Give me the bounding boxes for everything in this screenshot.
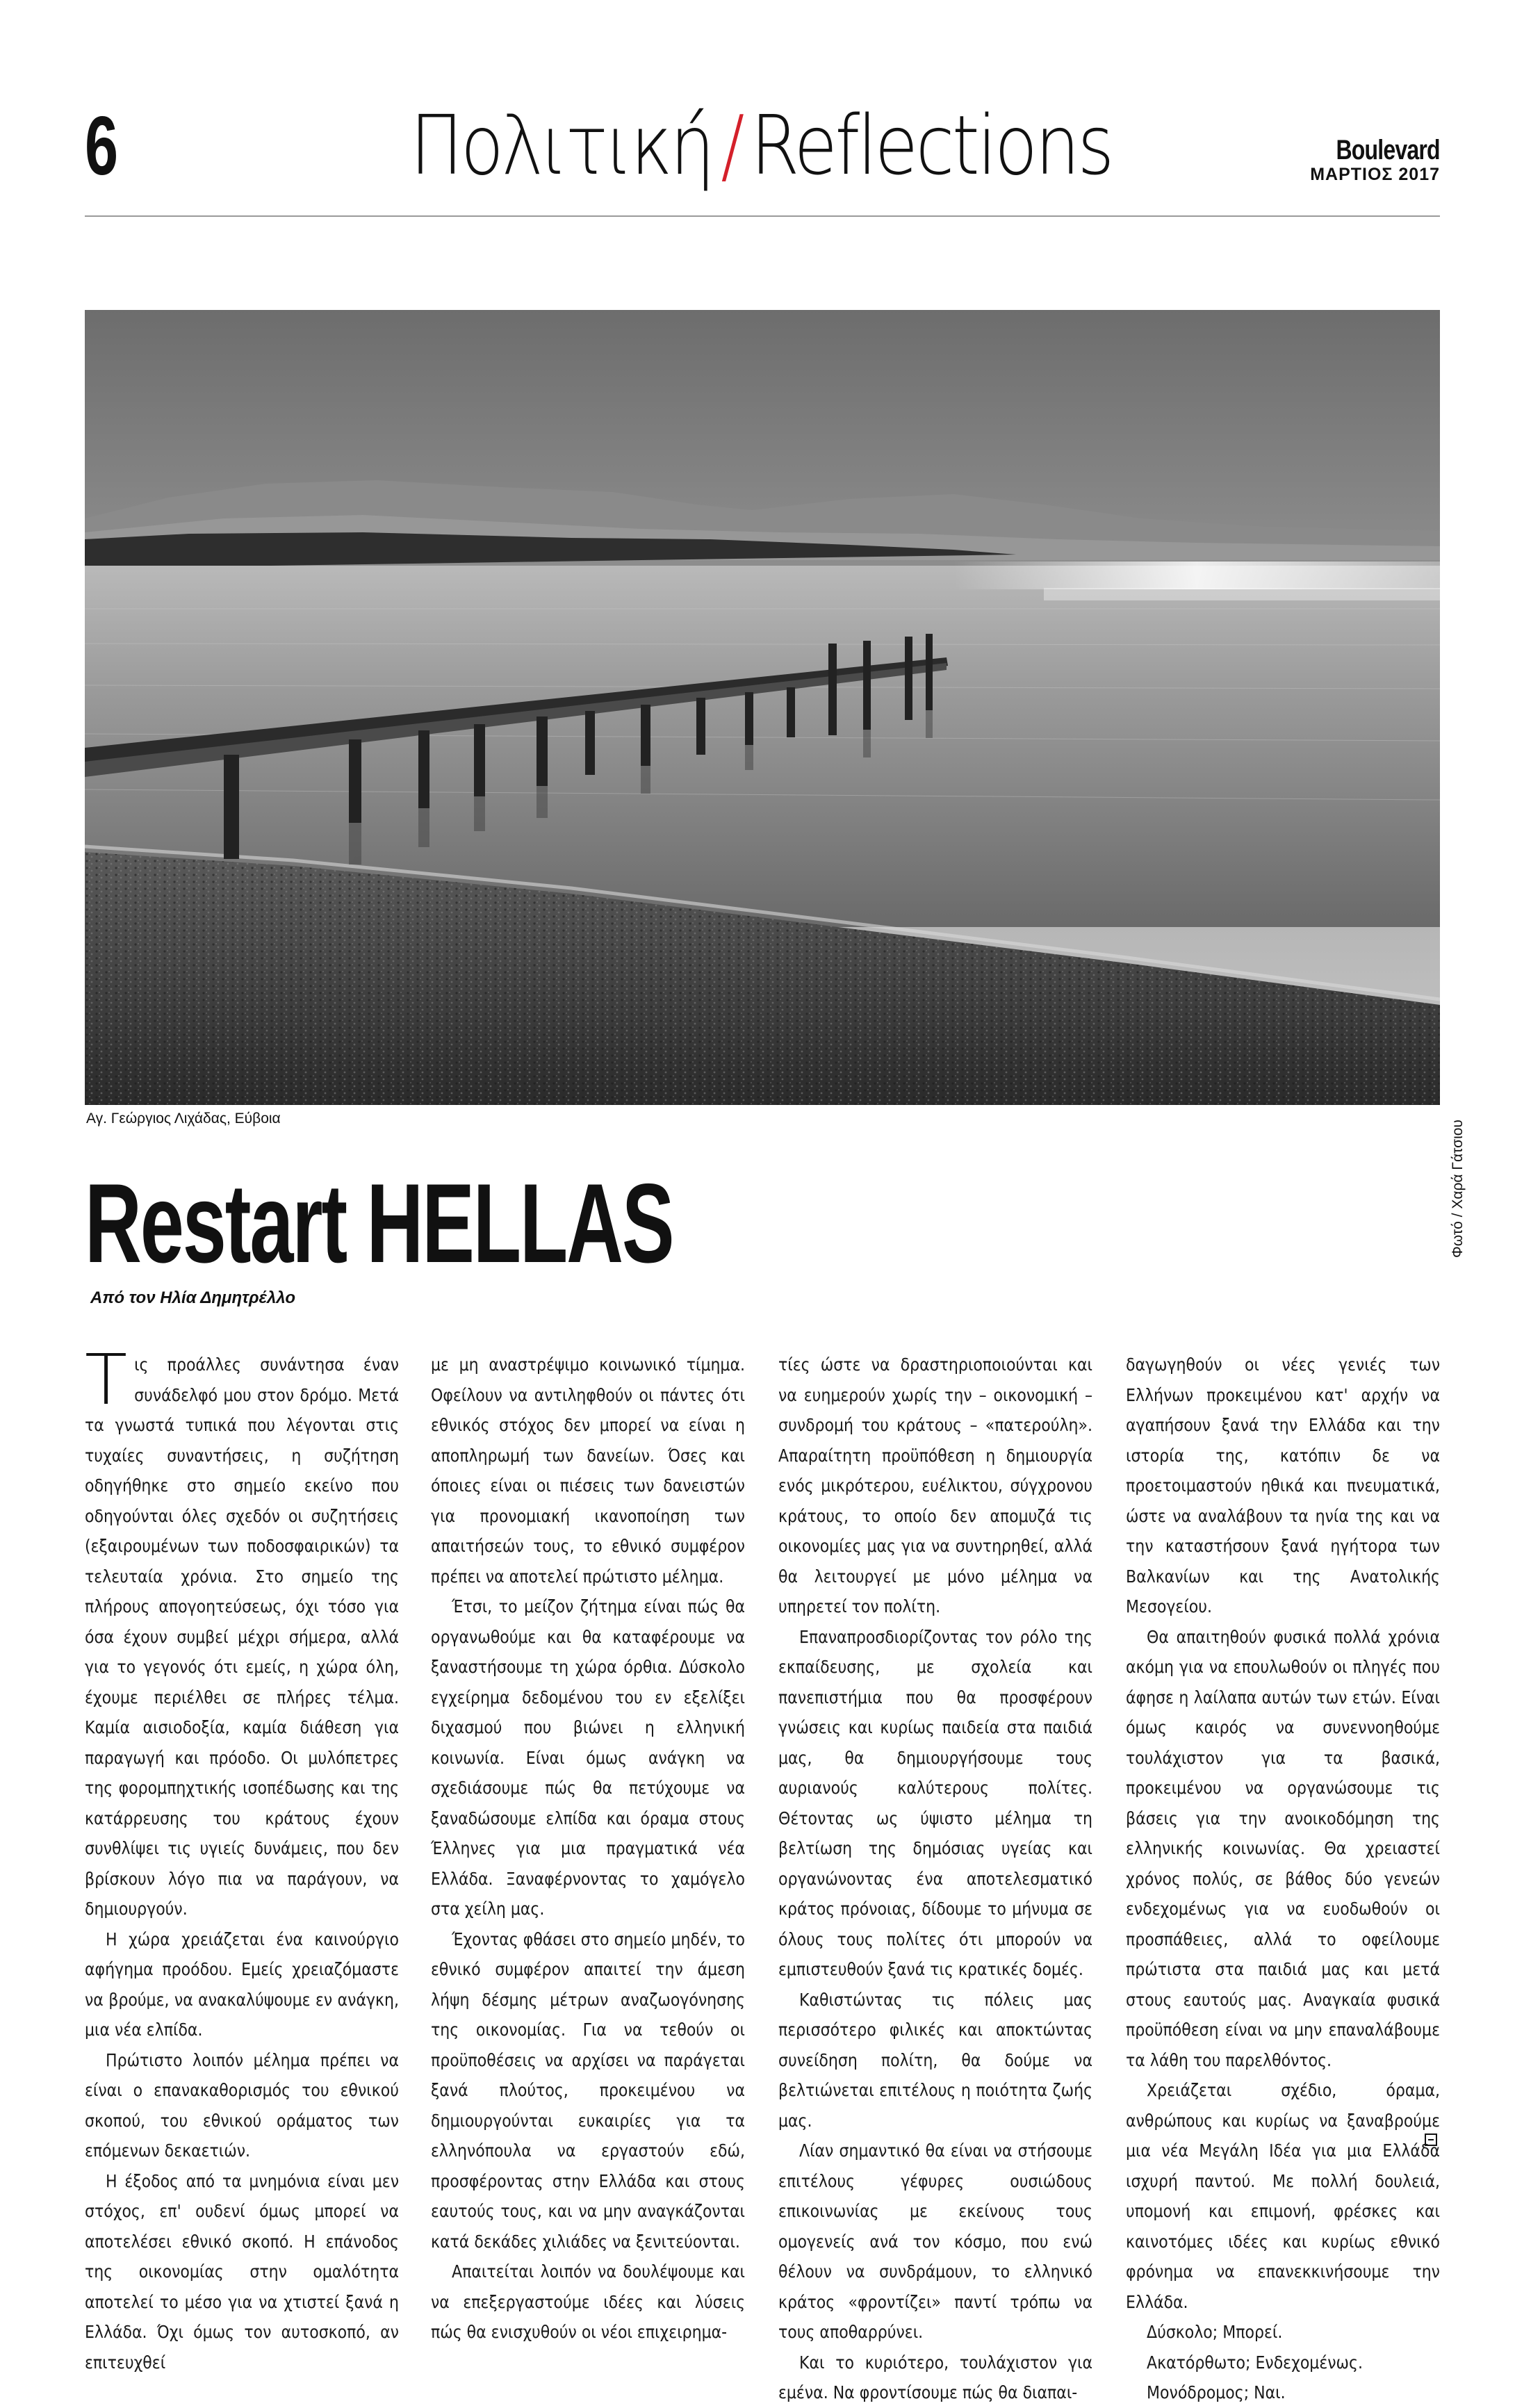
photo-credit bbox=[1446, 1105, 1473, 1258]
paragraph bbox=[85, 1339, 399, 1924]
paragraph-text: ις προάλλες συνάντησα έναν συνάδελφό μου στον δρόμο. Μετά τα γνωστά τυπικά που λέγονται στις τυχαίες συναντήσεις, η συζήτηση οδηγήθηκε στο σημείο εκείνο που οδηγούνται όλες σχεδόν οι συζητήσεις (εξαιρουμένων των ποδοσφαιρικών) τα τελευταία χρόνια. Στο σημείο της πλήρους απογοητεύσεως, όχι τόσο για όσα έχουν συμβεί μέχρι σήμερα, αλλά για το γεγονός ότι εμείς, η χώρα όλη, έχουμε περιέλθει σε πλήρες τέλμα. Καμία αισιοδοξία, καμία διάθεση για παραγωγή και πρόοδο. Οι μυλόπετρες της φορομπηχτικής ισοπέδωσης και της κατάρρευσης του κράτους έχουν συνθλίψει τις υγιείς δυνάμεις, που δεν βρίσκουν λόγο πια να παράγουν, να δημιουργούν. bbox=[85, 1354, 399, 1919]
paragraph: Και το κυριότερο, τουλάχιστον για εμένα. Να φροντίσουμε πώς θα διαπαι- bbox=[778, 2352, 1092, 2402]
paragraph: με μη αναστρέψιμο κοινωνικό τίμημα. Οφείλουν να αντιληφθούν οι πάντες ότι εθνικός στόχος δεν μπορεί να είναι η αποπληρωμή των δανείων. Όσες και όποιες είναι οι πιέσεις των δανειστών για προνομιακή ικανοποίηση των απαιτήσεών τους, το εθνικό συμφέρον πρέπει να αποτελεί πρώτιστο μέλημα. bbox=[431, 1354, 745, 1587]
lead-photo bbox=[85, 310, 1440, 1105]
paragraph: δαγωγηθούν οι νέες γενιές των Ελλήνων προκειμένου κατ' αρχήν να αγαπήσουν ξανά την Ελλάδα και την ιστορία της, κατόπιν δε να προετοιμαστούν ηθικά και πνευματικά, ώστε να αναλάβουν τα ηνία της και να την καταστήσουν ξανά ηγήτορα των Βαλκανίων και της Ανατολικής Μεσογείου. bbox=[1126, 1354, 1440, 1616]
paragraph: Επαναπροσδιορίζοντας τον ρόλο της εκπαίδευσης, με σχολεία και πανεπιστήμια που θα προσφέρουν γνώσεις και κυρίως παιδεία στα παιδιά μας, θα δημιουργήσουμε τους αυριανούς καλύτερους πολίτες. Θέτοντας ως ύψιστο μέλημα τη βελτίωση της δημόσιας υγείας και οργανώνοντας ένα αποτελεσματικό κράτος πρόνοιας, δίδουμε το μήνυμα σε όλους τους πολίτες ότι μπορούν να εμπιστευθούν ξανά τις κρατικές δομές. bbox=[778, 1626, 1092, 1979]
article-column-1 bbox=[85, 1339, 399, 2377]
drop-cap: Τ bbox=[85, 1339, 128, 1420]
section-title-greek: Πολιτική bbox=[410, 97, 713, 193]
article-headline: Restart HELLAS bbox=[85, 1161, 673, 1286]
paragraph: Έχοντας φθάσει στο σημείο μηδέν, το εθνικό συμφέρον απαιτεί την άμεση λήψη δέσμης μέτρων αναζωογόνησης της οικονομίας. Για να τεθούν οι προϋποθέσεις να αρχίσει να παράγεται ξανά πλούτος, προκειμένου να δημιουργούνται ευκαιρίες για τα ελληνόπουλα να εργαστούν εδώ, προσφέροντας στην Ελλάδα και στους εαυτούς τους, και να μην αναγκάζονται κατά δεκάδες χιλιάδες να ξενιτεύονται. bbox=[431, 1928, 745, 2252]
section-title bbox=[410, 97, 1112, 193]
paragraph: Η χώρα χρειάζεται ένα καινούργιο αφήγημα προόδου. Εμείς χρειαζόμαστε να βρούμε, να ανακαλύψουμε εν ανάγκη, μια νέα ελπίδα. bbox=[85, 1928, 399, 2040]
paragraph: Απαιτείται λοιπόν να δουλέψουμε και να επεξεργαστούμε ιδέες και λύσεις πώς θα ενισχυθούν οι νέοι επιχειρημα- bbox=[431, 2261, 745, 2342]
section-separator: / bbox=[721, 97, 742, 193]
section-title-english: Reflections bbox=[751, 97, 1112, 193]
photo-credit-text: Φωτό / Χαρά Γάτσιου bbox=[1450, 1120, 1466, 1258]
article-column-4 bbox=[1126, 1350, 1440, 2408]
brand-name: Boulevard bbox=[1336, 135, 1440, 165]
paragraph: Χρειάζεται σχέδιο, όραμα, ανθρώπους και κυρίως να ξαναβρούμε μια νέα Μεγάλη Ιδέα για μια Ελλάδα ισχυρή παντού. Με πολλή δουλειά, υπομονή και επιμονή, φρέσκες και καινοτόμες ιδέες και κυρίως εθνικό φρόνημα να επανεκκινήσουμε την Ελλάδα. bbox=[1126, 2080, 1440, 2312]
paragraph: Πρώτιστο λοιπόν μέλημα πρέπει να είναι ο επανακαθορισμός του εθνικού σκοπού, του εθνικού οράματος των επόμενων δεκαετιών. bbox=[85, 2049, 399, 2161]
photo-caption: Αγ. Γεώργιος Λιχάδας, Εύβοια bbox=[86, 1111, 281, 1127]
paragraph: Θα απαιτηθούν φυσικά πολλά χρόνια ακόμη για να επουλωθούν οι πληγές που άφησε η λαίλαπα αυτών των ετών. Είναι όμως καιρός να συνεννοηθούμε τουλάχιστον για τα βασικά, προκειμένου να οργανώσουμε τις βάσεις για την ανοικοδόμηση της ελληνικής κοινωνίας. Θα χρειαστεί χρόνος πολύς, σε βάθος δύο γενεών ενδεχομένως για να ευοδωθούν οι προσπάθειες, αλλά το οφείλουμε πρώτιστα στα παιδιά μας και μετά στους εαυτούς μας. Αναγκαία φυσικά προϋπόθεση είναι να μην επαναλάβουμε τα λάθη του παρελθόντος. bbox=[1126, 1626, 1440, 2070]
paragraph: Δύσκολο; Μπορεί. bbox=[1147, 2322, 1283, 2342]
article-column-2 bbox=[431, 1350, 745, 2348]
masthead-brand bbox=[1310, 136, 1440, 185]
article-end-icon bbox=[1425, 2133, 1437, 2146]
paragraph: Λίαν σημαντικό θα είναι να στήσουμε επιτέλους γέφυρες ουσιώδους επικοινωνίας με εκείνους τους ομογενείς ανά τον κόσμο, που ενώ θέλουν να συνδράμουν, το ελληνικό κράτος «φροντίζει» παντί τρόπω να τους αποθαρρύνει. bbox=[778, 2140, 1092, 2342]
header-divider bbox=[85, 215, 1440, 217]
paragraph: Έτσι, το μείζον ζήτημα είναι πώς θα οργανωθούμε και θα καταφέρουμε να ξαναστήσουμε τη χώρα όρθια. Δύσκολο εγχείρημα δεδομένου του εν εξελίξει διχασμού που βιώνει η ελληνική κοινωνία. Είναι όμως ανάγκη να σχεδιάσουμε πώς θα πετύχουμε να ξαναδώσουμε ελπίδα και όραμα στους Έλληνες για μια πραγματικά νέα Ελλάδα. Ξαναφέρνοντας το χαμόγελο στα χείλη μας. bbox=[431, 1596, 745, 1919]
page-number: 6 bbox=[85, 99, 117, 193]
paragraph: Μονόδρομος; Ναι. bbox=[1147, 2382, 1286, 2402]
paragraph: Η έξοδος από τα μνημόνια είναι μεν στόχος, επ' ουδενί όμως μπορεί να αποτελέσει εθνικό σκοπό. Η επάνοδος της οικονομίας στην ομαλότητα αποτελεί το μέσο για να χτιστεί ξανά η Ελλάδα. Όχι όμως τον αυτοσκοπό, αν επιτευχθεί bbox=[85, 2170, 399, 2373]
issue-date: ΜΑΡΤΙΟΣ 2017 bbox=[1310, 165, 1440, 184]
paragraph: Καθιστώντας τις πόλεις μας περισσότερο φιλικές και αποκτώντας συνείδηση πολίτη, θα δούμε να βελτιώνεται επιτέλους η ποιότητα ζωής μας. bbox=[778, 1989, 1092, 2131]
article-byline: Από τον Ηλία Δημητρέλλο bbox=[90, 1288, 295, 1307]
paragraph: τίες ώστε να δραστηριοποιούνται και να ευημερούν χωρίς την – οικονομική – συνδρομή του κράτους – «πατερούλη». Απαραίτητη προϋπόθεση η δημιουργία ενός μικρότερου, ευέλικτου, σύγχρονου κράτους, το οποίο δεν απομυζά τις οικονομίες μας για να συντηρηθεί, αλλά θα λειτουργεί με μόνο μέλημα να υπηρετεί τον πολίτη. bbox=[778, 1354, 1092, 1616]
paragraph: Ακατόρθωτο; Ενδεχομένως. bbox=[1147, 2352, 1363, 2373]
article-column-3 bbox=[778, 1350, 1092, 2408]
jetty-seascape-image bbox=[85, 310, 1440, 1105]
